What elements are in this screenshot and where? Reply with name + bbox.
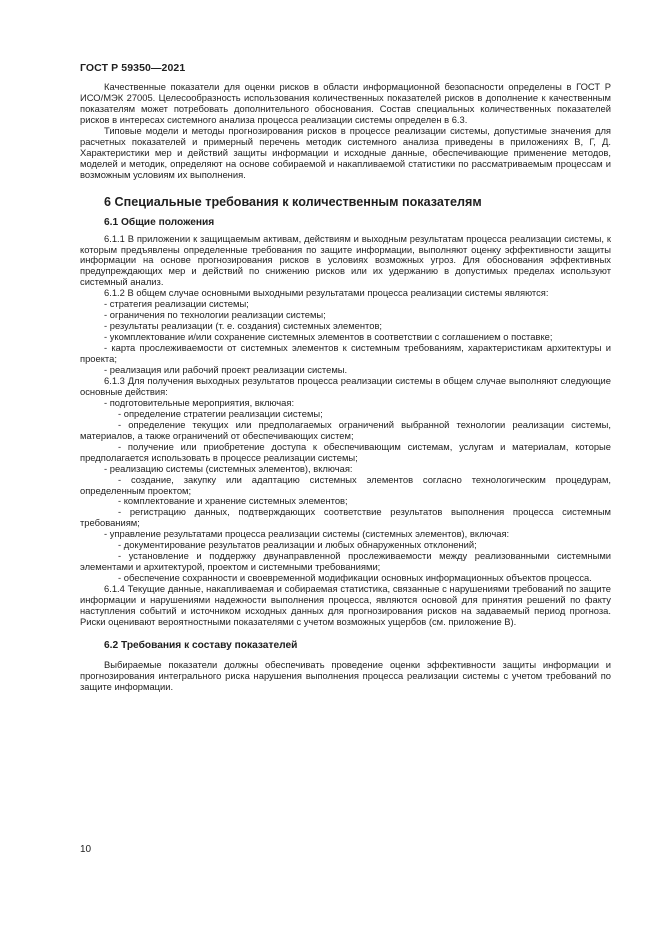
list-item: - ограничения по технологии реализации системы; (104, 309, 326, 321)
list-item-level2: - документирование результатов реализации и любых обнаруженных отклонений; (118, 539, 477, 551)
list-item-level1: - управление результатами процесса реализации системы (системных элементов), включая: (104, 528, 510, 540)
paragraph-6-1-1: 6.1.1 В приложении к защищаемым активам, действиям и выходным результатам процесса реализации системы, к которым предъявлены определенные требования по защите информации, выполняют оценку эффективности защиты информации на основе прогнозирования рисков в условиях возможных угроз. Для обоснования эффективных предупреждающих мер и действий по снижению рисков или их удержанию в допустимых пределах используют системный анализ. (80, 232, 611, 288)
list-item-level2: - создание, закупку или адаптацию системных элементов согласно технологическим процедурам, определенным проектом; (80, 473, 611, 496)
list-item: - карта прослеживаемости от системных элементов к системным требованиям, характеристикам архитектуры и проекта; (80, 342, 611, 365)
paragraph-6-1-4: 6.1.4 Текущие данные, накапливаемая и собираемая статистика, связанные с нарушениями требований по защите информации и нарушениями надежности выполнения процесса, являются основой для принятия решений по факту наступления событий и источником исходных данных для прогнозирования рисков на задаваемый период прогноза. Риски оценивают вероятностными показателями с учетом возможных ущербов (см. приложение В). (80, 583, 611, 627)
list-item: - результаты реализации (т. е. создания) системных элементов; (104, 320, 383, 332)
section-6-heading: 6 Специальные требования к количественным показателям (104, 194, 482, 209)
list-item-level2: - определение стратегии реализации системы; (118, 407, 323, 419)
list-item: - реализация или рабочий проект реализации системы. (104, 364, 348, 376)
list-item-level2: - определение текущих или предполагаемых ограничений выбранной технологии реализации системы, материалов, а также ограничений от обеспечивающих систем; (80, 418, 611, 441)
list-item-level1: - реализацию системы (системных элементов), включая: (104, 462, 353, 474)
list-item-level2: - получение или приобретение доступа к обеспечивающим системам, услугам и материалам, которые предполагается использовать в процессе реализации системы; (80, 440, 611, 463)
paragraph-6-1-3: 6.1.3 Для получения выходных результатов процесса реализации системы в общем случае выполняют следующие основные действия: (80, 374, 611, 397)
list-item-level1: - подготовительные мероприятия, включая: (104, 396, 295, 408)
intro-paragraph-2: Типовые модели и методы прогнозирования рисков в процессе реализации системы, допустимые значения для расчетных показателей и примерный перечень методик системного анализа приведены в приложениях В, Г, Д. Характеристики мер и действий защиты информации и исходные данные, обеспечивающие применение методов, моделей и методик, определяют на основе собираемой и накапливаемой статистики по рассматриваемым процессам и возможным условиям их выполнения. (80, 124, 611, 180)
list-item-level2: - регистрацию данных, подтверждающих соответствие результатов выполнения процесса системным требованиям; (80, 506, 611, 529)
list-item: - стратегия реализации системы; (104, 298, 249, 310)
page-content (80, 82, 611, 693)
page-number: 10 (80, 844, 92, 855)
subsection-6-2-heading: 6.2 Требования к составу показателей (104, 639, 298, 651)
list-item-level2: - установление и поддержку двунаправленной прослеживаемости между реализованными системными элементами и архитектурой, проектом и системными требованиями; (80, 550, 611, 573)
paragraph-6-1-2: 6.1.2 В общем случае основными выходными результатами процесса реализации системы являются: (104, 287, 549, 299)
subsection-6-1-heading: 6.1 Общие положения (104, 216, 215, 228)
paragraph-6-2: Выбираемые показатели должны обеспечивать проведение оценки эффективности защиты информации и прогнозирования интегрального риска нарушения выполнения процесса реализации системы с учетом требований по защите информации. (80, 658, 611, 692)
intro-paragraph-1: Качественные показатели для оценки рисков в области информационной безопасности определены в ГОСТ Р ИСО/МЭК 27005. Целесообразность использования количественных показателей рисков в дополнение к качественным показателям может потребовать дополнительного обоснования. Состав специальных количественных показателей рисков в интересах системного анализа процесса реализации системы определен в 6.3. (80, 81, 611, 125)
list-item-level2: - обеспечение сохранности и своевременной модификации основных информационных объектов процесса. (118, 572, 592, 584)
document-header: ГОСТ Р 59350—2021 (80, 62, 186, 74)
list-item: - укомплектование и/или сохранение системных элементов в соответствии с соглашением о поставке; (104, 331, 553, 343)
list-item-level2: - комплектование и хранение системных элементов; (118, 495, 348, 507)
